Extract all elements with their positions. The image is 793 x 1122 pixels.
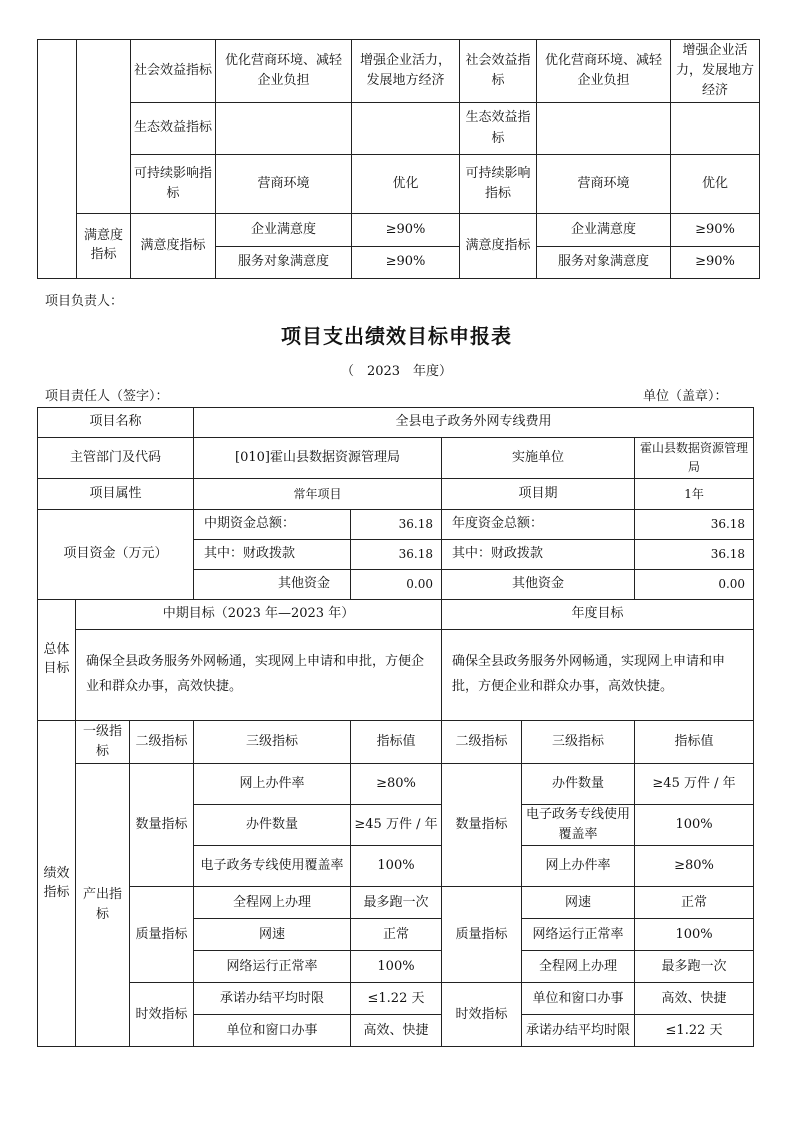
year-total-value: 36.18 <box>635 510 754 540</box>
value-cell: 100% <box>635 805 754 846</box>
mid-total-label: 中期资金总额： <box>194 510 351 540</box>
indicator-cell: 全程网上办理 <box>194 887 351 919</box>
blank-cell <box>216 103 352 155</box>
value-cell: ≥45 万件 / 年 <box>635 764 754 805</box>
level2-cell: 可持续影响指标 <box>460 155 537 214</box>
responsible-signature-label: 项目责任人（签字）： <box>45 389 169 404</box>
blank-cell <box>352 103 460 155</box>
indicator-cell: 服务对象满意度 <box>216 247 352 279</box>
mid-other-label: 其他资金 <box>194 570 351 600</box>
indicator-cell: 企业满意度 <box>537 214 671 247</box>
mid-fiscal-label: 其中：财政拨款 <box>194 540 351 570</box>
level2-cell: 生态效益指标 <box>131 103 216 155</box>
value-cell: 优化 <box>671 155 760 214</box>
value-cell: ≥45 万件 / 年 <box>351 805 442 846</box>
document-title: 项目支出绩效目标申报表 <box>281 324 512 348</box>
year-goal-header: 年度目标 <box>442 600 754 630</box>
mid-other-value: 0.00 <box>351 570 442 600</box>
value-cell: ≥90% <box>352 247 460 279</box>
project-leader-label: 项目负责人： <box>45 294 124 309</box>
year-total-label: 年度资金总额： <box>442 510 635 540</box>
level1-cell: 满意度指标 <box>77 214 131 279</box>
indicator-cell: 服务对象满意度 <box>537 247 671 279</box>
indicator-cell: 网上办件率 <box>194 764 351 805</box>
indicator-cell: 优化营商环境、减轻企业负担 <box>216 40 352 103</box>
year-other-label: 其他资金 <box>442 570 635 600</box>
mid-total-value: 36.18 <box>351 510 442 540</box>
indicator-cell: 营商环境 <box>537 155 671 214</box>
indicator-cell: 优化营商环境、减轻企业负担 <box>537 40 671 103</box>
value-cell: ≥90% <box>671 247 760 279</box>
indicator-cell: 营商环境 <box>216 155 352 214</box>
project-attribute-label: 项目属性 <box>38 479 194 510</box>
department-value: [010]霍山县数据资源管理局 <box>194 438 442 479</box>
implementing-unit-value: 霍山县数据资源管理局 <box>635 438 754 479</box>
value-cell: ≤1.22 天 <box>351 983 442 1015</box>
value-cell: ≥80% <box>351 764 442 805</box>
indicator-cell: 办件数量 <box>194 805 351 846</box>
blank-cell <box>77 40 131 214</box>
level2-cell: 时效指标 <box>442 983 522 1047</box>
level2-cell: 数量指标 <box>130 764 194 887</box>
year-fiscal-label: 其中：财政拨款 <box>442 540 635 570</box>
value-cell: 优化 <box>352 155 460 214</box>
indicator-cell: 单位和窗口办事 <box>522 983 635 1015</box>
value-cell: 100% <box>351 951 442 983</box>
value-cell: 正常 <box>635 887 754 919</box>
department-label: 主管部门及代码 <box>38 438 194 479</box>
value-cell: ≥90% <box>352 214 460 247</box>
project-attribute-value: 常年项目 <box>194 479 442 510</box>
implementing-unit-label: 实施单位 <box>442 438 635 479</box>
indicator-cell: 企业满意度 <box>216 214 352 247</box>
value-cell: ≥90% <box>671 214 760 247</box>
indicator-cell: 电子政务专线使用覆盖率 <box>194 846 351 887</box>
level2-cell: 数量指标 <box>442 764 522 887</box>
indicator-cell: 承诺办结平均时限 <box>194 983 351 1015</box>
level2-cell: 社会效益指标 <box>460 40 537 103</box>
mid-goal-text: 确保全县政务服务外网畅通，实现网上申请和申批，方便企业和群众办事，高效快捷。 <box>76 630 442 721</box>
value-cell: 高效、快捷 <box>635 983 754 1015</box>
project-funds-label: 项目资金（万元） <box>38 510 194 600</box>
value-cell: 正常 <box>351 919 442 951</box>
overall-goal-label: 总体目标 <box>38 600 76 721</box>
mid-goal-header: 中期目标（2023 年—2023 年） <box>76 600 442 630</box>
level2-header: 二级指标 <box>130 721 194 764</box>
indicator-cell: 网络运行正常率 <box>194 951 351 983</box>
indicator-cell: 承诺办结平均时限 <box>522 1015 635 1047</box>
indicator-cell: 全程网上办理 <box>522 951 635 983</box>
value-header: 指标值 <box>351 721 442 764</box>
value-cell: 增强企业活力，发展地方经济 <box>352 40 460 103</box>
performance-target-table <box>37 407 754 1047</box>
year-fiscal-value: 36.18 <box>635 540 754 570</box>
year-line: （ 2023 年度） <box>340 364 453 379</box>
indicator-cell: 单位和窗口办事 <box>194 1015 351 1047</box>
level1-header: 一级指标 <box>76 721 130 764</box>
year-value-header: 指标值 <box>635 721 754 764</box>
value-cell: 100% <box>351 846 442 887</box>
blank-cell <box>537 103 671 155</box>
value-cell: 最多跑一次 <box>635 951 754 983</box>
level2-cell: 社会效益指标 <box>131 40 216 103</box>
level3-header: 三级指标 <box>194 721 351 764</box>
indicator-cell: 网络运行正常率 <box>522 919 635 951</box>
project-name-label: 项目名称 <box>38 408 194 438</box>
level2-cell: 满意度指标 <box>460 214 537 279</box>
indicator-cell: 网上办件率 <box>522 846 635 887</box>
year-level3-header: 三级指标 <box>522 721 635 764</box>
level2-cell: 质量指标 <box>442 887 522 983</box>
level2-cell: 质量指标 <box>130 887 194 983</box>
indicator-cell: 网速 <box>522 887 635 919</box>
year-other-value: 0.00 <box>635 570 754 600</box>
value-cell: 高效、快捷 <box>351 1015 442 1047</box>
value-cell: 增强企业活力，发展地方经济 <box>671 40 760 103</box>
year-level2-header: 二级指标 <box>442 721 522 764</box>
level2-cell: 可持续影响指标 <box>131 155 216 214</box>
project-name-value: 全县电子政务外网专线费用 <box>194 408 754 438</box>
level2-cell: 满意度指标 <box>131 214 216 279</box>
value-cell: 最多跑一次 <box>351 887 442 919</box>
blank-cell <box>38 40 77 279</box>
performance-indicator-label: 绩效指标 <box>38 721 76 1047</box>
indicator-cell: 办件数量 <box>522 764 635 805</box>
value-cell: ≤1.22 天 <box>635 1015 754 1047</box>
blank-cell <box>671 103 760 155</box>
level2-cell: 时效指标 <box>130 983 194 1047</box>
year-goal-text: 确保全县政务服务外网畅通，实现网上申请和申批，方便企业和群众办事，高效快捷。 <box>442 630 754 721</box>
value-cell: 100% <box>635 919 754 951</box>
project-period-value: 1年 <box>635 479 754 510</box>
value-cell: ≥80% <box>635 846 754 887</box>
unit-seal-label: 单位（盖章）： <box>643 389 728 404</box>
project-period-label: 项目期 <box>442 479 635 510</box>
indicator-cell: 网速 <box>194 919 351 951</box>
mid-fiscal-value: 36.18 <box>351 540 442 570</box>
top-continuation-table <box>37 39 760 279</box>
indicator-cell: 电子政务专线使用覆盖率 <box>522 805 635 846</box>
level2-cell: 生态效益指标 <box>460 103 537 155</box>
output-indicator-label: 产出指标 <box>76 764 130 1047</box>
